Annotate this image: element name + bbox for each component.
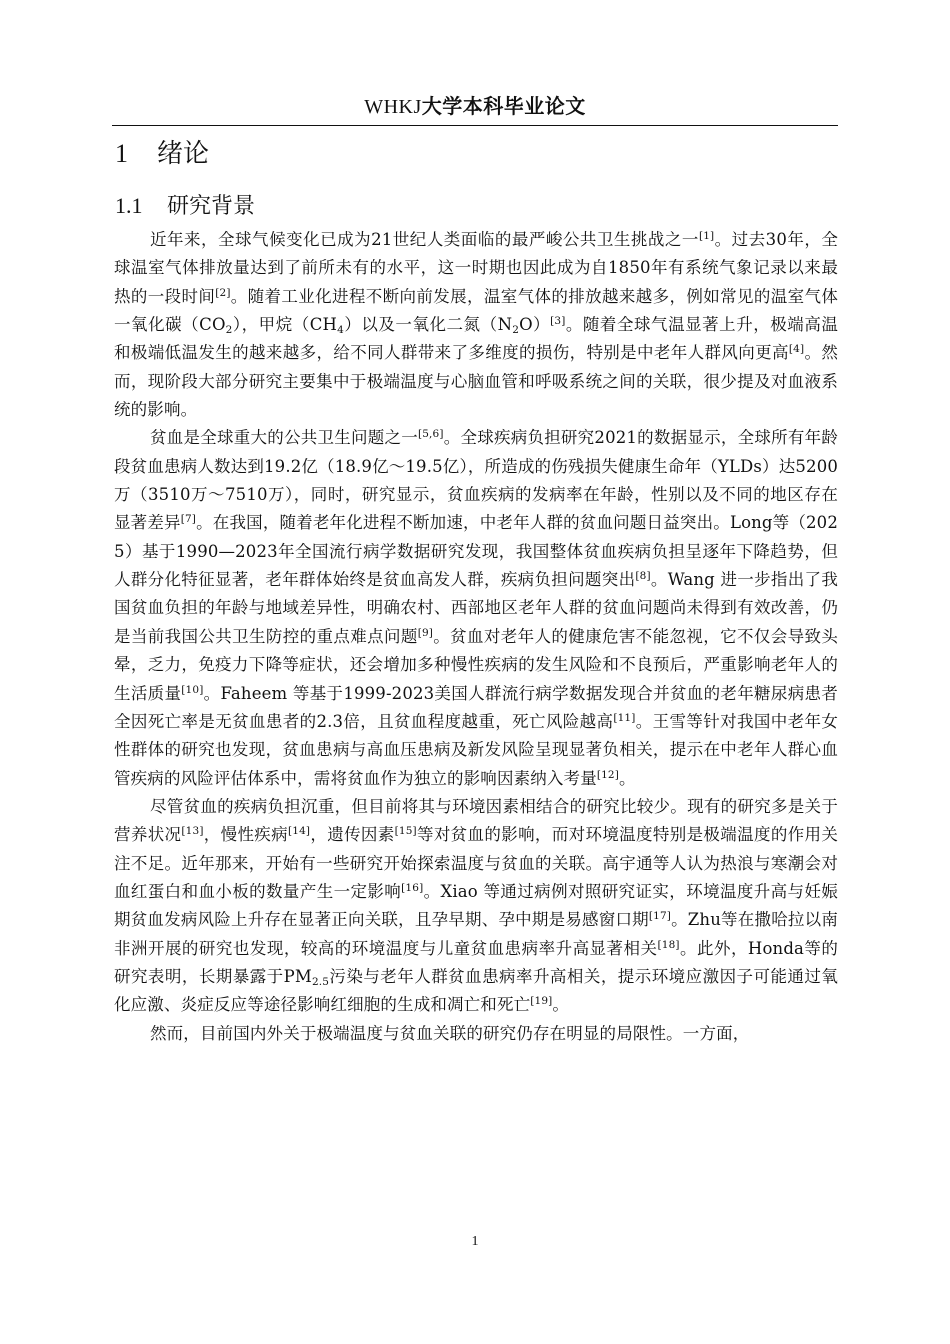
section-title: 研究背景 bbox=[167, 194, 256, 219]
text-run: 。贫血对老年人的健康危害不能忽视，它不仅会导致头晕，乏力，免疫力下降等症状，还会增加多种慢性疾病的发生风险和不良预后，严重影响老年人的生活质量 bbox=[114, 626, 838, 703]
text-run: 。在我国，随着老年化进程不断加速，中老年人群的贫血问题日益突出。Long等（2025）基于1990—2023年全国流行病学数据研究发现，我国整体贫血疾病负担呈逐年下降趋势，但人群分化特征显著，老年群体始终是贫血高发人群，疾病负担问题突出 bbox=[114, 513, 838, 590]
text-run: 。Faheem 等基于1999-2023美国人群流行病学数据发现合并贫血的老年糖尿病患者全因死亡率是无贫血患者的2.3倍，且贫血程度越重，死亡风险越高 bbox=[114, 683, 838, 731]
text-run: 。王雪等针对我国中老年女性群体的研究也发现，贫血患病与高血压患病及新发风险呈现显著负相关，提示在中老年人群心血管疾病的风险评估体系中，需将贫血作为独立的影响因素纳入考量 bbox=[114, 711, 838, 788]
text-run: 尽管贫血的疾病负担沉重，但目前将其与环境因素相结合的研究比较少。现有的研究多是关于营养状况 bbox=[114, 796, 838, 845]
text-run: 。随着全球气温显著上升，极端高温和极端低温发生的越来越多，给不同人群带来了多维度的损伤，特别是中老年人群风向更高 bbox=[114, 315, 839, 363]
chapter-heading bbox=[115, 136, 209, 172]
citation-ref: [14] bbox=[288, 825, 311, 838]
citation-ref: [11] bbox=[613, 711, 636, 724]
paragraph bbox=[114, 226, 838, 424]
text-run: 。全球疾病负担研究2021的数据显示，全球所有年龄段贫血患病人数达到19.2亿（18.9亿～19.5亿），所造成的伤残损失健康生命年（YLDs）达5200万（3510万～7510万），同时，研究显示，贫血疾病的发病率在年龄，性别以及不同的地区存在显著差异 bbox=[114, 428, 838, 533]
text-run: 。随着工业化进程不断向前发展，温室气体的排放越来越多，例如常见的温室气体一氧化碳（CO bbox=[114, 286, 839, 335]
citation-ref: [19] bbox=[530, 995, 553, 1008]
text-run: 。然而，现阶段大部分研究主要集中于极端温度与心脑血管和呼吸系统之间的关联，很少提及对血液系统的影响。 bbox=[114, 343, 838, 420]
text-run: ，遗传因素 bbox=[310, 825, 395, 845]
header-rule bbox=[112, 125, 838, 126]
chapter-title: 绪论 bbox=[157, 139, 210, 169]
paragraph bbox=[114, 424, 838, 792]
header-title: 大学本科毕业论文 bbox=[421, 94, 586, 118]
text-run: 等对贫血的影响，而对环境温度特别是极端温度的作用关注不足。近年那来，开始有一些研究开始探索温度与贫血的关联。高宇通等人认为热浪与寒潮会对血红蛋白和血小板的数量产生一定影响 bbox=[114, 825, 839, 901]
citation-ref: [15] bbox=[394, 825, 417, 838]
text-run: 。Zhu等在撒哈拉以南非洲开展的研究也发现，较高的环境温度与儿童贫血患病率升高显著相关 bbox=[114, 910, 838, 958]
citation-ref: [3] bbox=[550, 315, 566, 328]
header-latin: WHKJ bbox=[364, 96, 422, 118]
text-run: 贫血是全球重大的公共卫生问题之一 bbox=[150, 428, 418, 448]
paragraph bbox=[114, 1020, 838, 1048]
citation-ref: [9] bbox=[417, 626, 434, 639]
citation-ref: [1] bbox=[698, 230, 715, 242]
text-run: O） bbox=[519, 315, 551, 335]
citation-ref: [13] bbox=[181, 825, 204, 838]
body-text bbox=[114, 226, 838, 1048]
citation-ref: [18] bbox=[657, 938, 680, 951]
text-run: 然而，目前国内外关于极端温度与贫血关联的研究仍存在明显的局限性。一方面， bbox=[150, 1023, 750, 1043]
text-run: 。Wang 进一步指出了我国贫血负担的年龄与地域差异性，明确农村、西部地区老年人群的贫血问题尚未得到有效改善，仍是当前我国公共卫生防控的重点难点问题 bbox=[114, 570, 839, 646]
citation-ref: [2] bbox=[215, 286, 231, 299]
text-run: 污染与老年人群贫血患病率升高相关，提示环境应激因子可能通过氧化应激、炎症反应等途径影响红细胞的生成和凋亡和死亡 bbox=[114, 966, 839, 1015]
text-run: ），甲烷（CH bbox=[232, 315, 338, 335]
citation-ref: [8] bbox=[635, 570, 651, 583]
text-run: ，慢性疾病 bbox=[203, 825, 289, 845]
citation-ref: [5,6] bbox=[417, 428, 444, 441]
text-run: 。Xiao 等通过病例对照研究证实，环境温度升高与妊娠期贫血发病风险上升存在显著正向关联，且孕早期、孕中期是易感窗口期 bbox=[114, 881, 838, 930]
text-run: 。 bbox=[552, 995, 570, 1015]
text-run: 。此外，Honda等的研究表明，长期暴露于PM bbox=[114, 938, 838, 986]
citation-ref: [17] bbox=[648, 910, 672, 923]
text-run: 。过去30年，全球温室气体排放量达到了前所未有的水平，这一时期也因此成为自1850年有系统气象记录以来最热的一段时间 bbox=[114, 230, 838, 306]
citation-ref: [16] bbox=[401, 881, 424, 894]
text-run: 。 bbox=[619, 768, 636, 788]
citation-ref: [4] bbox=[788, 343, 805, 356]
page-number: 1 bbox=[471, 1234, 479, 1249]
subscript: 2 bbox=[512, 324, 520, 337]
subscript: 2.5 bbox=[311, 975, 330, 988]
section-heading bbox=[115, 191, 255, 222]
paragraph bbox=[114, 793, 838, 1020]
chapter-number: 1 bbox=[115, 139, 128, 168]
text-run: ）以及一氧化二氮（N bbox=[343, 315, 513, 335]
subscript: 4 bbox=[337, 324, 344, 337]
citation-ref: [12] bbox=[596, 768, 620, 781]
text-run: 近年来，全球气候变化已成为21世纪人类面临的最严峻公共卫生挑战之一 bbox=[150, 230, 699, 249]
running-header bbox=[112, 93, 838, 120]
section-number: 1.1 bbox=[115, 193, 143, 218]
citation-ref: [7] bbox=[180, 513, 197, 526]
subscript: 2 bbox=[225, 324, 233, 337]
citation-ref: [10] bbox=[181, 683, 204, 696]
